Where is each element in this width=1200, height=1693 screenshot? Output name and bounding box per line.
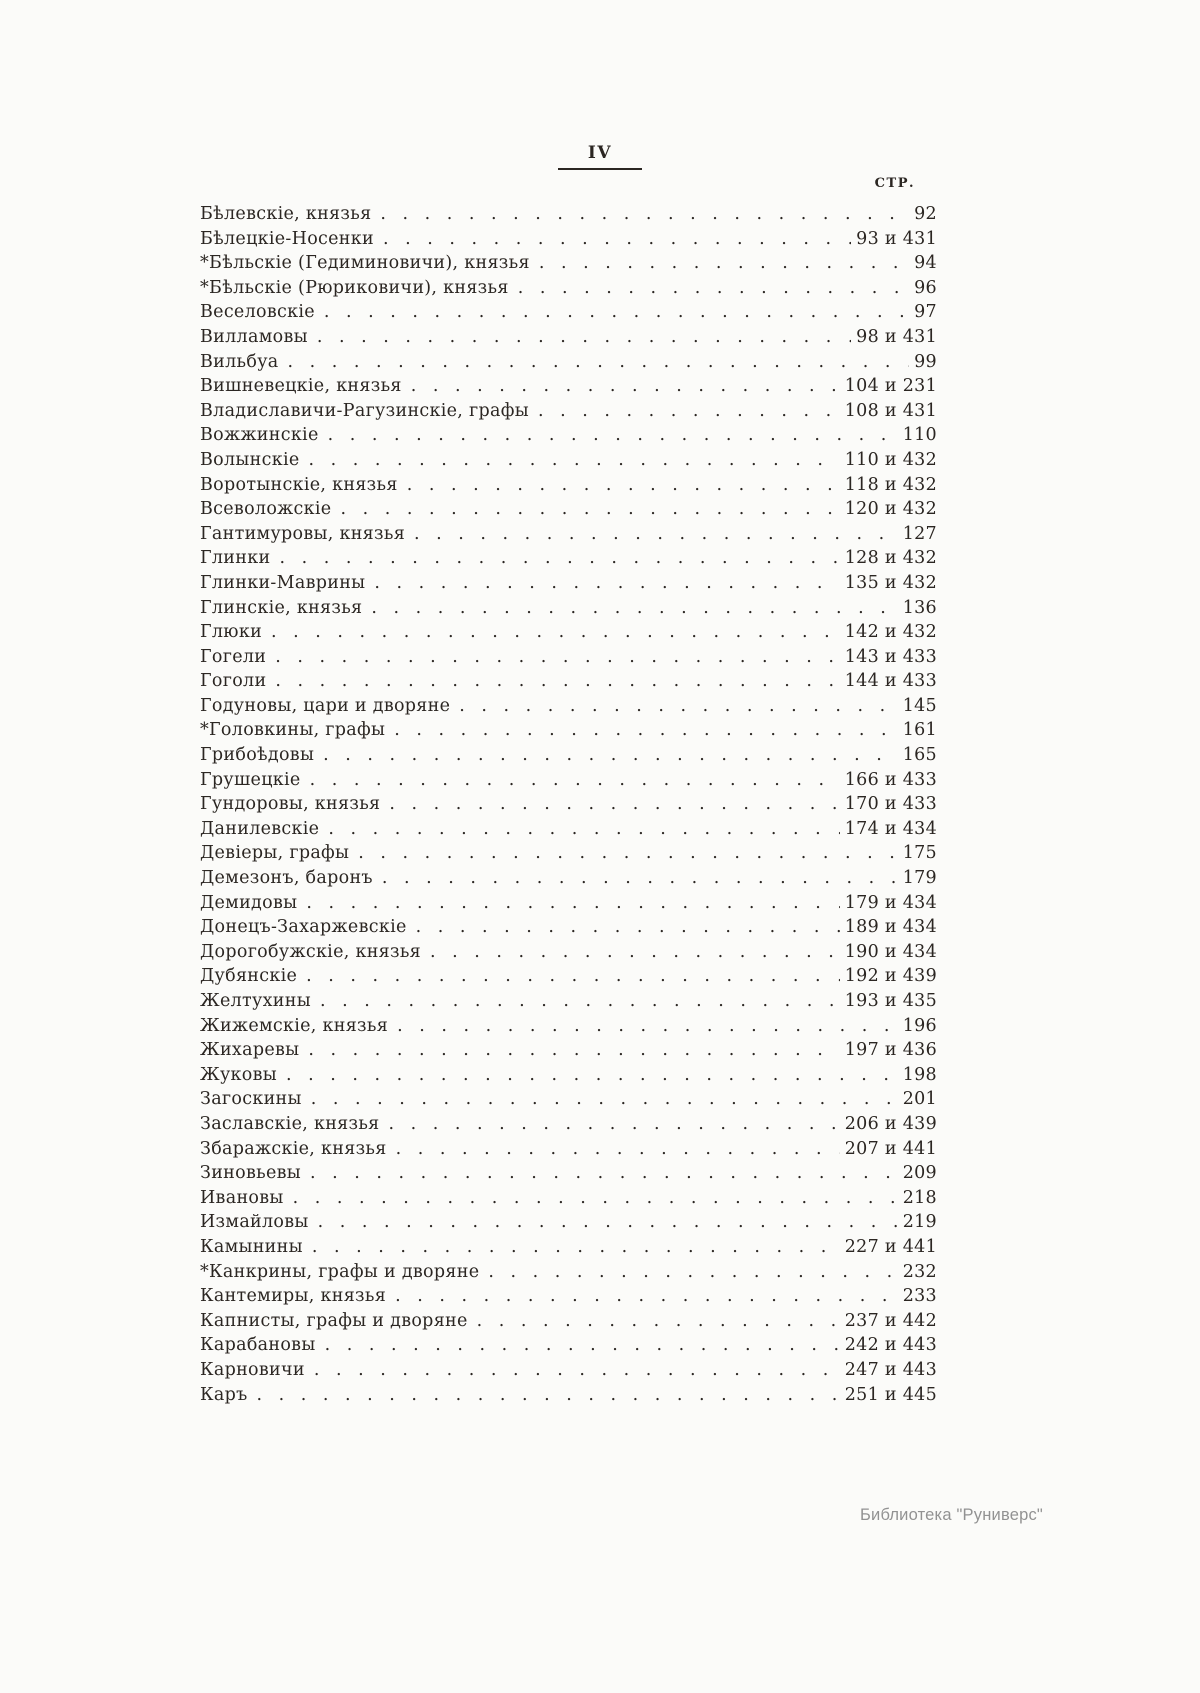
dot-leader xyxy=(318,1210,898,1235)
entry-name: Демидовы xyxy=(200,892,298,913)
entry-name: Грибоѣдовы xyxy=(200,745,315,766)
toc-entry xyxy=(200,1038,937,1063)
entry-pages: 233 xyxy=(902,1286,937,1307)
toc-entry xyxy=(200,1284,937,1309)
entry-name: Загоскины xyxy=(200,1089,302,1110)
toc-entry xyxy=(200,325,937,350)
toc-entry xyxy=(200,1014,937,1039)
entry-name: Карновичи xyxy=(200,1359,305,1380)
toc-entry xyxy=(200,276,937,301)
entry-pages: 170 и 433 xyxy=(844,794,937,815)
entry-pages: 92 xyxy=(914,204,937,224)
dot-leader xyxy=(389,792,839,817)
dot-leader xyxy=(314,1358,840,1383)
dot-leader xyxy=(416,915,840,940)
entry-name: Гундоровы, князья xyxy=(200,794,381,815)
entry-name: Збаражскіе, князья xyxy=(200,1138,387,1159)
dot-leader xyxy=(371,596,897,621)
entry-pages: 108 и 431 xyxy=(844,400,937,421)
entry-pages: 99 xyxy=(914,351,937,372)
entry-name: Глинки-Маврины xyxy=(200,572,366,593)
entry-pages: 219 xyxy=(902,1212,937,1233)
entry-name: Грушецкіе xyxy=(200,769,301,790)
entry-pages: 143 и 433 xyxy=(844,646,937,667)
entry-name: Глинки xyxy=(200,548,271,569)
entry-name: Дорогобужскіе, князья xyxy=(200,941,422,962)
dot-leader xyxy=(340,497,839,522)
toc-entry xyxy=(200,718,937,743)
entry-name: Капнисты, графы и дворяне xyxy=(200,1310,468,1331)
toc-entry xyxy=(200,227,937,252)
toc-entry xyxy=(200,792,937,817)
entry-pages: 251 и 445 xyxy=(844,1384,937,1405)
dot-leader xyxy=(275,669,839,694)
toc-entry xyxy=(200,497,937,522)
toc-entry xyxy=(200,817,937,842)
dot-leader xyxy=(407,473,840,498)
dot-leader xyxy=(324,300,909,325)
entry-pages: 201 xyxy=(902,1089,937,1110)
entry-name: Кантемиры, князья xyxy=(200,1286,387,1307)
entry-pages: 192 и 439 xyxy=(844,966,937,987)
toc-entry xyxy=(200,669,937,694)
dot-leader xyxy=(275,645,839,670)
page-number xyxy=(0,143,1200,170)
dot-leader xyxy=(459,694,897,719)
toc-entry xyxy=(200,891,937,916)
entry-name: Карабановы xyxy=(200,1335,316,1356)
entry-name: Воротынскіе, князья xyxy=(200,474,398,495)
entry-pages: 94 xyxy=(914,253,937,274)
dot-leader xyxy=(518,276,909,301)
entry-pages: 144 и 433 xyxy=(844,671,937,692)
entry-pages: 193 и 435 xyxy=(844,991,937,1011)
entry-name: Дубянскіе xyxy=(200,966,298,987)
dot-leader xyxy=(411,374,840,399)
entry-name: Вильбуа xyxy=(200,351,279,372)
toc-entry xyxy=(200,743,937,768)
dot-leader xyxy=(394,718,897,743)
dot-leader xyxy=(374,571,839,596)
toc-entry xyxy=(200,915,937,940)
toc-entry xyxy=(200,989,937,1014)
dot-leader xyxy=(397,1014,898,1039)
toc-entry xyxy=(200,1161,937,1186)
dot-leader xyxy=(328,423,898,448)
entry-name: Ивановы xyxy=(200,1187,284,1208)
entry-pages: 136 xyxy=(902,597,937,618)
dot-leader xyxy=(383,227,851,252)
library-watermark: Библиотека "Руниверс" xyxy=(860,1506,1043,1524)
page-number-text: IV xyxy=(558,143,642,170)
dot-leader xyxy=(328,817,839,842)
dot-leader xyxy=(477,1309,840,1334)
toc-entry xyxy=(200,448,937,473)
entry-pages: 197 и 436 xyxy=(844,1040,937,1061)
dot-leader xyxy=(414,522,898,547)
toc-entry xyxy=(200,1333,937,1358)
entry-pages: 190 и 434 xyxy=(844,941,937,962)
dot-leader xyxy=(325,1333,840,1358)
toc-entry xyxy=(200,571,937,596)
toc-entry xyxy=(200,423,937,448)
toc-entry xyxy=(200,473,937,498)
entry-pages: 142 и 432 xyxy=(844,622,937,643)
dot-leader xyxy=(310,1161,898,1186)
toc-entry xyxy=(200,694,937,719)
entry-name: Камынины xyxy=(200,1236,303,1257)
entry-pages: 97 xyxy=(914,302,937,323)
toc-entry xyxy=(200,522,937,547)
entry-name: Гогели xyxy=(200,646,267,667)
toc-entry xyxy=(200,1210,937,1235)
toc-entry xyxy=(200,251,937,276)
dot-leader xyxy=(488,1260,897,1285)
toc-entry xyxy=(200,350,937,375)
entry-name: *Бѣльскіе (Рюриковичи), князья xyxy=(200,277,509,298)
dot-leader xyxy=(311,1087,898,1112)
entry-pages: 110 xyxy=(902,425,937,446)
dot-leader xyxy=(257,1383,840,1408)
dot-leader xyxy=(312,1235,840,1260)
dot-leader xyxy=(380,202,909,227)
entry-pages: 207 и 441 xyxy=(844,1138,937,1159)
dot-leader xyxy=(279,546,839,571)
entry-pages: 209 xyxy=(902,1163,937,1184)
toc-entry xyxy=(200,645,937,670)
entry-name: Глюки xyxy=(200,622,263,643)
entry-pages: 175 xyxy=(902,843,937,864)
toc-list xyxy=(200,202,937,1407)
dot-leader xyxy=(358,841,897,866)
toc-entry xyxy=(200,866,937,891)
entry-pages: 104 и 231 xyxy=(844,376,937,397)
toc-entry xyxy=(200,964,937,989)
entry-pages: 179 и 434 xyxy=(844,892,937,913)
toc-entry xyxy=(200,374,937,399)
entry-pages: 135 и 432 xyxy=(844,572,937,593)
toc-entry xyxy=(200,202,937,227)
dot-leader xyxy=(293,1186,898,1211)
entry-name: Вишневецкіе, князья xyxy=(200,376,402,397)
entry-pages: 179 xyxy=(902,868,937,889)
entry-name: Измайловы xyxy=(200,1212,309,1233)
toc-entry xyxy=(200,841,937,866)
toc-entry xyxy=(200,1383,937,1408)
dot-leader xyxy=(271,620,840,645)
entry-pages: 98 и 431 xyxy=(856,326,937,347)
dot-leader xyxy=(538,399,840,424)
entry-pages: 198 xyxy=(902,1064,937,1085)
toc-entry xyxy=(200,1112,937,1137)
entry-pages: 120 и 432 xyxy=(844,499,937,520)
dot-leader xyxy=(317,325,851,350)
column-header-str: СТР. xyxy=(874,176,915,191)
entry-name: Зиновьевы xyxy=(200,1163,301,1184)
entry-pages: 227 и 441 xyxy=(844,1236,937,1257)
entry-name: Заславскіе, князья xyxy=(200,1113,380,1134)
entry-pages: 165 xyxy=(902,745,937,766)
entry-pages: 196 xyxy=(902,1015,937,1036)
dot-leader xyxy=(288,350,910,375)
entry-pages: 232 xyxy=(902,1261,937,1282)
entry-name: Гантимуровы, князья xyxy=(200,523,406,544)
entry-name: Каръ xyxy=(200,1384,248,1405)
entry-name: Данилевскіе xyxy=(200,818,320,839)
toc-entry xyxy=(200,1137,937,1162)
entry-name: *Канкрины, графы и дворяне xyxy=(200,1261,480,1282)
dot-leader xyxy=(308,1038,839,1063)
toc-entry xyxy=(200,1260,937,1285)
entry-pages: 127 xyxy=(902,523,937,544)
entry-pages: 166 и 433 xyxy=(844,769,937,790)
dot-leader xyxy=(310,768,840,793)
entry-pages: 145 xyxy=(902,695,937,716)
entry-pages: 189 и 434 xyxy=(844,917,937,938)
entry-name: Волынскіе xyxy=(200,449,300,470)
dot-leader xyxy=(430,940,840,965)
dot-leader xyxy=(539,251,909,276)
entry-name: *Бѣльскіе (Гедиминовичи), князья xyxy=(200,253,530,274)
dot-leader xyxy=(306,891,839,916)
entry-pages: 118 и 432 xyxy=(844,474,937,495)
toc-entry xyxy=(200,1087,937,1112)
entry-pages: 110 и 432 xyxy=(844,449,937,470)
toc-entry xyxy=(200,1309,937,1334)
entry-name: Жижемскіе, князья xyxy=(200,1015,389,1036)
dot-leader xyxy=(309,448,840,473)
toc-entry xyxy=(200,546,937,571)
dot-leader xyxy=(286,1063,898,1088)
entry-pages: 128 и 432 xyxy=(844,548,937,569)
entry-pages: 96 xyxy=(914,277,937,298)
dot-leader xyxy=(320,989,840,1014)
toc-entry xyxy=(200,1358,937,1383)
toc-entry xyxy=(200,768,937,793)
entry-pages: 242 и 443 xyxy=(844,1335,937,1356)
entry-name: Вожжинскіе xyxy=(200,425,319,446)
dot-leader xyxy=(306,964,840,989)
toc-entry xyxy=(200,1186,937,1211)
entry-name: Бѣлецкіе-Носенки xyxy=(200,228,374,249)
entry-name: Вилламовы xyxy=(200,326,308,347)
entry-name: Донецъ-Захаржевскіе xyxy=(200,917,407,938)
entry-name: Глинскіе, князья xyxy=(200,597,363,618)
toc-entry xyxy=(200,1235,937,1260)
toc-entry xyxy=(200,1063,937,1088)
entry-name: Веселовскіе xyxy=(200,302,315,323)
entry-pages: 174 и 434 xyxy=(844,818,937,839)
entry-pages: 161 xyxy=(902,720,937,741)
entry-pages: 93 и 431 xyxy=(856,228,937,249)
dot-leader xyxy=(395,1284,898,1309)
entry-name: Всеволожскіе xyxy=(200,499,332,520)
entry-name: *Головкины, графы xyxy=(200,720,386,741)
entry-name: Годуновы, цари и дворяне xyxy=(200,695,451,716)
entry-name: Владиславичи-Рагузинскіе, графы xyxy=(200,400,529,421)
entry-name: Бѣлевскіе, князья xyxy=(200,204,372,224)
entry-pages: 206 и 439 xyxy=(844,1113,937,1134)
entry-name: Жуковы xyxy=(200,1064,278,1085)
entry-pages: 237 и 442 xyxy=(844,1310,937,1331)
dot-leader xyxy=(382,866,898,891)
dot-leader xyxy=(396,1137,840,1162)
dot-leader xyxy=(323,743,898,768)
entry-name: Жихаревы xyxy=(200,1040,300,1061)
entry-pages: 247 и 443 xyxy=(844,1359,937,1380)
toc-entry xyxy=(200,940,937,965)
toc-entry xyxy=(200,620,937,645)
entry-name: Девіеры, графы xyxy=(200,843,350,864)
dot-leader xyxy=(389,1112,840,1137)
entry-pages: 218 xyxy=(902,1187,937,1208)
entry-name: Гоголи xyxy=(200,671,267,692)
toc-entry xyxy=(200,399,937,424)
toc-entry xyxy=(200,596,937,621)
entry-name: Демезонъ, баронъ xyxy=(200,868,373,889)
entry-name: Желтухины xyxy=(200,991,311,1011)
toc-entry xyxy=(200,300,937,325)
